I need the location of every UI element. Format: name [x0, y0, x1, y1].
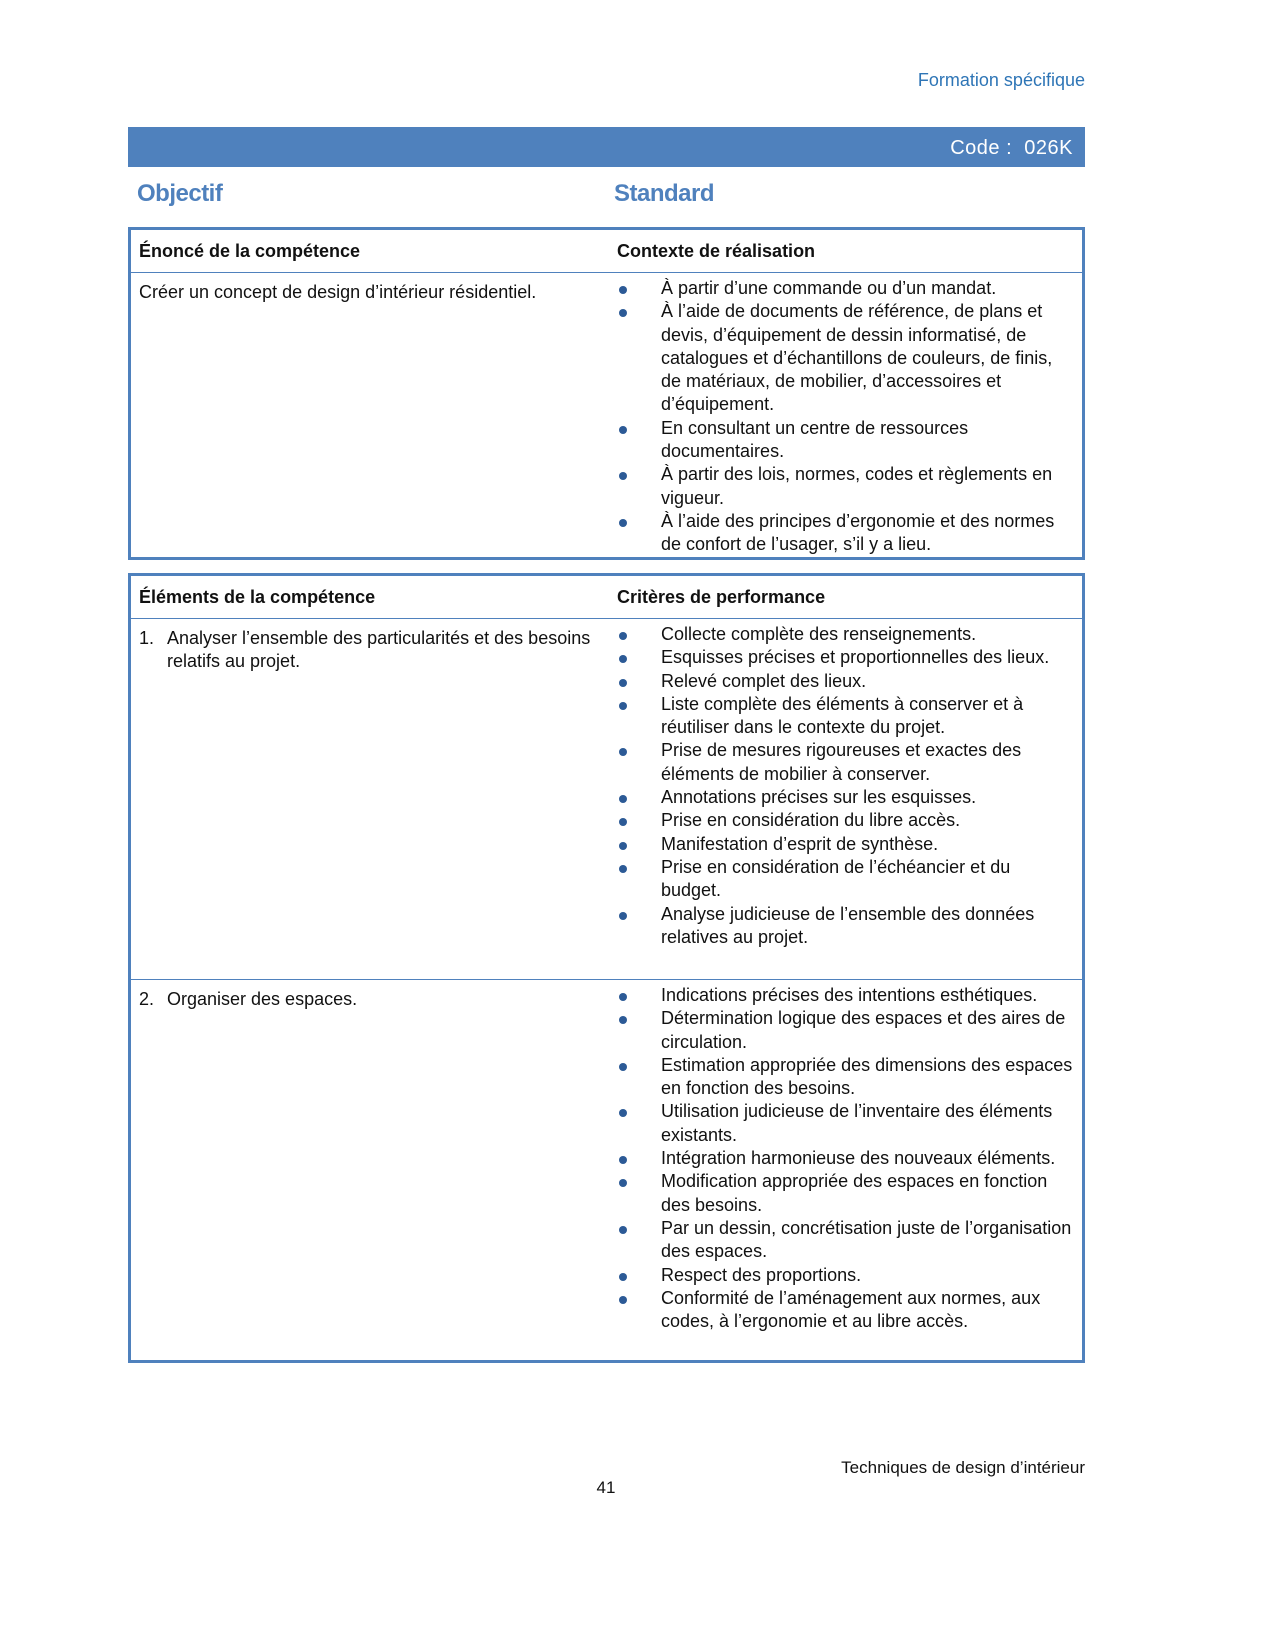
elements-table	[128, 573, 1085, 1363]
list-item-text: Relevé complet des lieux.	[661, 670, 867, 691]
list-item-text: Par un dessin, concrétisation juste de l’organisation des espaces.	[661, 1217, 1072, 1262]
col-header-criteres: Critères de performance	[609, 575, 1084, 619]
bullet-icon	[619, 286, 627, 294]
col-header-enonce: Énoncé de la compétence	[130, 229, 610, 273]
list-item-text: Analyse judicieuse de l’ensemble des données relatives au projet.	[661, 903, 1035, 947]
bullet-icon	[619, 1296, 627, 1304]
list-item-text: Détermination logique des espaces et des aires de circulation.	[661, 1008, 1066, 1052]
col-header-elements: Éléments de la compétence	[130, 575, 610, 619]
list-item	[617, 786, 1074, 809]
list-item-text: À partir des lois, normes, codes et règlements en vigueur.	[661, 464, 1053, 508]
list-item-text: À l’aide de documents de référence, de plans et devis, d’équipement de dessin informatisé, de catalogues et d’échantillons de couleurs, de finis, de matériaux, de mobilier, d’accessoires et d’équipement.	[661, 301, 1053, 415]
col-header-contexte: Contexte de réalisation	[609, 229, 1084, 273]
list-item	[617, 739, 1074, 786]
list-item	[617, 510, 1074, 557]
code-label: Code :	[950, 137, 1013, 159]
list-item-text: Prise de mesures rigoureuses et exactes des éléments de mobilier à conserver.	[661, 740, 1022, 784]
list-item-text: Respect des proportions.	[661, 1264, 862, 1285]
objectif-title: Objectif	[137, 180, 223, 207]
element-text: Analyser l’ensemble des particularités et des besoins relatifs au projet.	[167, 628, 591, 672]
bullet-icon	[619, 632, 627, 640]
list-item-text: Modification appropriée des espaces en fonction des besoins.	[661, 1171, 1048, 1215]
bullet-icon	[619, 1226, 627, 1234]
list-item	[617, 809, 1074, 832]
list-item	[617, 1287, 1074, 1334]
bullet-icon	[619, 993, 627, 1001]
list-item-text: En consultant un centre de ressources documentaires.	[661, 417, 969, 462]
footer-title: Techniques de design d’intérieur	[841, 1458, 1085, 1477]
contexte-list	[617, 273, 1074, 557]
list-item	[617, 903, 1074, 950]
list-item	[617, 463, 1074, 510]
bullet-icon	[619, 865, 627, 873]
bullet-icon	[619, 1063, 627, 1071]
bullet-icon	[619, 1109, 627, 1117]
list-item	[617, 623, 1074, 646]
list-item	[617, 1264, 1074, 1287]
element-number: 2.	[139, 989, 155, 1009]
list-item-text: Prise en considération du libre accès.	[661, 810, 961, 831]
code-value: 026K	[1024, 137, 1073, 159]
element-number: 1.	[139, 628, 155, 648]
bullet-icon	[619, 426, 627, 434]
criteres-list	[617, 980, 1074, 1333]
bullet-icon	[619, 842, 627, 850]
bullet-icon	[619, 309, 627, 317]
code-bar	[128, 127, 1085, 167]
list-item	[617, 1054, 1074, 1101]
list-item	[617, 984, 1074, 1007]
element-item	[139, 619, 601, 674]
list-item-text: Estimation appropriée des dimensions des espaces en fonction des besoins.	[661, 1054, 1073, 1099]
bullet-icon	[619, 1179, 627, 1187]
bullet-icon	[619, 472, 627, 480]
list-item-text: Conformité de l’aménagement aux normes, aux codes, à l’ergonomie et au libre accès.	[661, 1287, 1041, 1332]
bullet-icon	[619, 912, 627, 920]
list-item-text: Collecte complète des renseignements.	[661, 624, 977, 644]
section-header: Formation spécifique	[917, 70, 1085, 90]
bullet-icon	[619, 1156, 627, 1164]
list-item	[617, 1100, 1074, 1147]
enonce-text: Créer un concept de design d’intérieur résidentiel.	[139, 282, 537, 302]
list-item	[617, 1007, 1074, 1054]
list-item-text: Esquisses précises et proportionnelles des lieux.	[661, 647, 1050, 668]
list-item-text: Utilisation judicieuse de l’inventaire des éléments existants.	[661, 1101, 1053, 1145]
bullet-icon	[619, 655, 627, 663]
list-item	[617, 1170, 1074, 1217]
criteres-list	[617, 619, 1074, 949]
list-item-text: Indications précises des intentions esthétiques.	[661, 985, 1038, 1005]
list-item	[617, 417, 1074, 464]
bullet-icon	[619, 818, 627, 826]
list-item	[617, 670, 1074, 693]
element-text: Organiser des espaces.	[167, 989, 358, 1009]
list-item-text: Annotations précises sur les esquisses.	[661, 787, 977, 808]
bullet-icon	[619, 1016, 627, 1024]
list-item	[617, 1217, 1074, 1264]
list-item-text: À l’aide des principes d’ergonomie et des normes de confort de l’usager, s’il y a lieu.	[661, 510, 1055, 555]
competence-table	[128, 227, 1085, 560]
bullet-icon	[619, 702, 627, 710]
list-item	[617, 833, 1074, 856]
list-item	[617, 693, 1074, 740]
bullet-icon	[619, 519, 627, 527]
list-item	[617, 856, 1074, 903]
bullet-icon	[619, 795, 627, 803]
list-item	[617, 1147, 1074, 1170]
bullet-icon	[619, 1273, 627, 1281]
list-item	[617, 646, 1074, 669]
element-item	[139, 980, 601, 1011]
list-item-text: Manifestation d’esprit de synthèse.	[661, 833, 939, 854]
bullet-icon	[619, 748, 627, 756]
list-item	[617, 300, 1074, 416]
standard-title: Standard	[614, 180, 715, 207]
list-item	[617, 277, 1074, 300]
list-item-text: Intégration harmonieuse des nouveaux éléments.	[661, 1148, 1056, 1169]
list-item-text: Prise en considération de l’échéancier et du budget.	[661, 856, 1011, 901]
bullet-icon	[619, 679, 627, 687]
page-number: 41	[596, 1478, 616, 1497]
list-item-text: Liste complète des éléments à conserver et à réutiliser dans le contexte du projet.	[661, 693, 1024, 738]
list-item-text: À partir d’une commande ou d’un mandat.	[661, 278, 997, 298]
